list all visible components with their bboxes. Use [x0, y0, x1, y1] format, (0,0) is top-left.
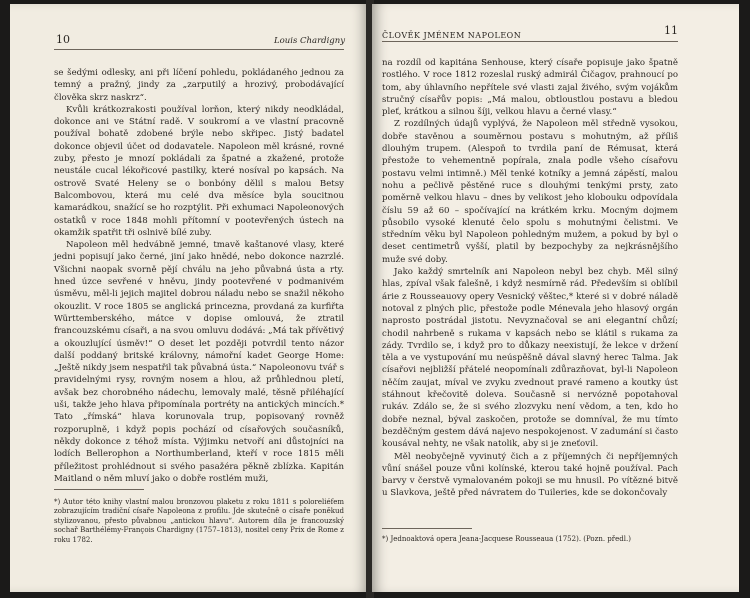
body-text	[54, 67, 344, 485]
page-number: 11	[664, 24, 678, 37]
header-rule	[54, 49, 344, 50]
body-text	[382, 57, 678, 500]
running-head: ČLOVĚK JMÉNEM NAPOLEON	[382, 31, 522, 40]
header-rule	[382, 41, 678, 42]
paragraph: Z rozdílných údajů vyplývá, že Napoleon měl středně vysokou, dobře stavěnou a souměrnou postavu s mohutným, až příliš dlouhým trupem. (Alespoň to tvrdila paní de Rémusat, která přestože to vehementně popírala, znala podle všeho císařovu postavu velmi intimně.) Měl tenké kotníky a jemná zápěstí, malou nohu a pečlivě pěstěné ruce s dlouhými tenkými prsty, zato poměrně velkou hlavu – dnes by velikost jeho klobouku odpovídala číslu 59 až 60 – spočívající na krátkém krku. Mocným dojmem působilo vysoké klenuté čelo spolu s mohutnými čelistmi. Ve středním věku byl Napoleon pohledným mužem, a pokud by byl o deset centimetrů vyšší, platil by bezpochyby za nejkrásnějšího muže své doby.	[382, 119, 678, 265]
left-page	[10, 4, 368, 592]
paragraph: Měl neobyčejně vyvinutý čich a z příjemných či nepříjemných vůní snášel pouze vůni kolínské, kterou také hojně používal. Pach barvy v čerstvě vymalovaném pokoji se mu hnusil. Po vítězné bitvě u Slavkova, ještě před návratem do Tuileries, kde se dokončovaly	[382, 451, 678, 499]
page-number: 10	[56, 33, 70, 46]
paragraph: Kvůli krátkozrakosti používal lorňon, který nikdy neodkládal, dokonce ani ve Státní radě. V soukromí a ve vlastní pracovně používal bohatě zdobené brýle nebo skřipec. Jistý badatel dokonce objevil účet od dodavatele. Napoleon měl krásné, rovné zuby, přesto je mnozí pokládali za špatné a zkažené, protože neustále cucal lékořicové pastilky, které nosíval po kapsách. Na ostrově Svaté Heleny se o bonbóny dělil s malou Betsy Balcombovou, která mu celé dva měsíce byla soucitnou kamarádkou, snažící se ho rozptýlit. Při exhumaci Napoleonových ostatků v roce 1848 mohli přítomní v pootevřených ústech na okamžik spatřit tři oslnivě bílé zuby.	[54, 104, 344, 238]
footnote-rule	[54, 489, 144, 490]
paragraph: se šedými odlesky, ani při líčení pohledu, pokládaného jednou za temný a pražný, jindy za „zarputilý a hrozivý, probodávající člověka skrz naskrz“.	[54, 68, 344, 103]
right-page	[372, 4, 739, 592]
running-head: Louis Chardigny	[274, 36, 346, 46]
footnote: *) Jednoaktová opera Jeana-Jacquese Rousseaua (1752). (Pozn. předl.)	[382, 535, 631, 543]
footnote: *) Autor této knihy vlastní malou bronzovou plaketu z roku 1811 s poloreliéfem zobrazujícím tradiční císaře Napoleona z profilu. Jde skutečně o císaře poněkud stylizovanou, přesto půvabnou „antickou hlavu“. Autorem díla je francouzský sochař Barthélémy-François Chardigny (1757–1813), nositel ceny Prix de Rome z roku 1782.	[54, 498, 344, 544]
paragraph: Jako každý smrtelník ani Napoleon nebyl bez chyb. Měl silný hlas, zpíval však falešně, i když nesmírně rád. Především si oblíbil árie z Rousseauovy opery Vesnický věštec,* které si v dobré náladě notoval z plných plic, přestože podle Ménevala jeho hlasový orgán naprosto postrádal jistotu. Nevyznačoval se ani elegantní chůzí; chodil nahrbeně s rukama v kapsách nebo se klátil s rukama za zády. Tvrdilo se, i když pro to důkazy neexistují, že lekce v držení těla a ve vystupování mu neúspěšně dával slavný herec Talma. Jak císařovi nejbližší přátelé neopomínali zdůrazňovat, byl-li Napoleon něčím zaujat, míval ve zvyku zvednout pravé rameno a koutky úst stáhnout křečovitě doleva. Současně si nervózně popotahoval rukáv. Zdálo se, že si svého zlozvyku není vědom, a ten, kdo ho dobře neznal, býval zaskočen, protože se domníval, že mu tímto bezděčným gestem dává najevo nespokojenost. V zadumání si často kousával nehty, ne však natolik, aby si je zneťovil.	[382, 267, 678, 450]
paragraph: Napoleon měl hedvábně jemné, tmavě kaštanové vlasy, které jedni popisují jako černé, jiní jako hnědé, nebo dokonce nazrzlé. Všichni naopak svorně pějí chválu na jeho půvabná ústa a rty. hned úzce sevřené v hněvu, jindy pootevřené v podmanivém úsměvu, měl-li jejich majitel dobrou náladu nebo se snažil někoho okouzlit. V roce 1805 se anglická princezna, provdaná za kurfiřta Württemberského, mátce v dopise omlouvá, že ztratil francouzskému císaři, a na svou omluvu dodává: „Má tak přívětivý a okouzlující úsměv!“ O deset let později potvrdil tento názor další poddaný britské královny, námořní kadet George Home: „Ještě nikdy jsem nespatřil tak půvabná ústa.“ Napoleonovu tvář s pravidelnými rysy, rovným nosem a hlou, až průhlednou pletí, avšak bez chorobného nádechu, lemovaly malé, těsně přiléhající uši, takže jeho hlava připomínala portréty na antických mincích.* Tato „římská“ hlava korunovala trup, popisovaný rovněž rozporuplně, i když popis pochází od císařových současníků, někdy dokonce z téhož místa. Výjimku netvoří ani důstojníci na lodích Bellerophon a Northumberland, kteří v roce 1815 měli příležitost prohlédnout si svého pasažéra pěkně zblízka. Kapitán Maitland o něm mluví jako o dobře rostlém muži,	[54, 240, 344, 484]
footnote-rule	[382, 528, 472, 529]
paragraph: na rozdíl od kapitána Senhouse, který císaře popisuje jako špatně rostlého. V roce 1812 rozeslal ruský admirál Čičagov, prahnoucí po tom, aby úhlavního nepřítele své vlasti zajal živého, svým vojákům stručný císařův popis: „Má malou, obtloustlou postavu a bledou pleť, krátkou a silnou šíji, velkou hlavu a černé vlasy.“	[382, 58, 678, 118]
